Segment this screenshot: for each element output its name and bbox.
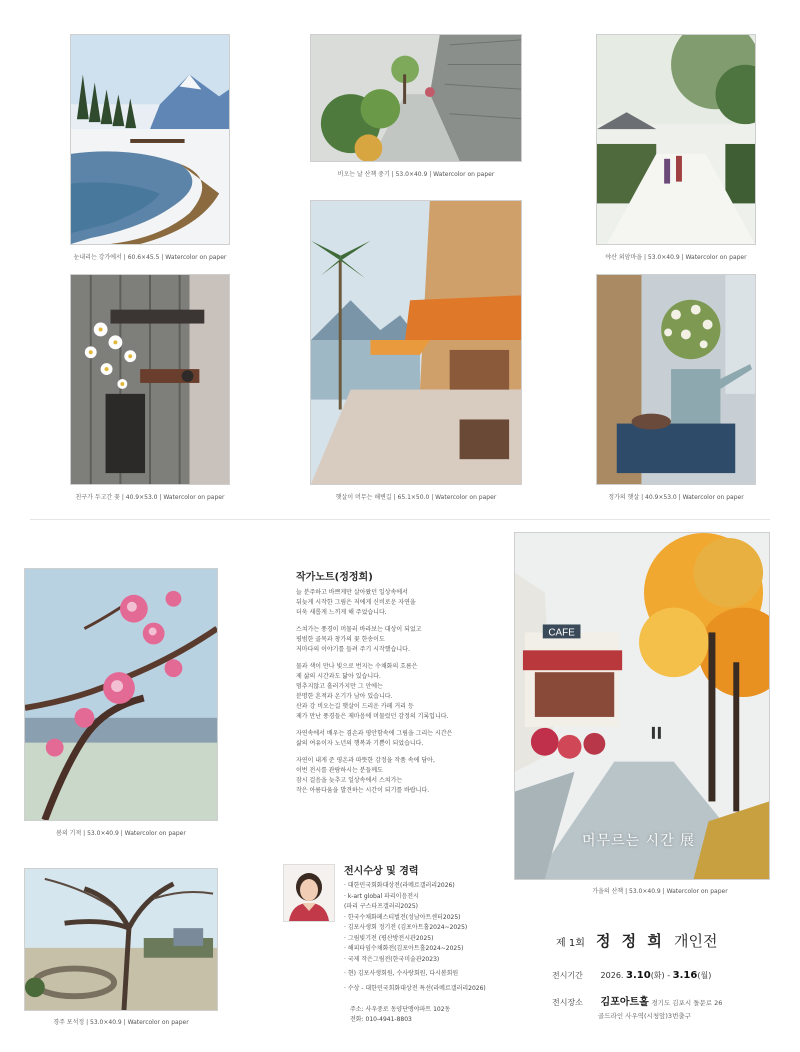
awards-item: · 해피타임수채화전(김포아트홀2024~2025) <box>344 945 464 952</box>
painting-seaside-cafe <box>310 200 522 485</box>
artist-contact: 주소: 사우중로 동양단맹야파트 102동 전화: 010-4941-8803 <box>350 1006 451 1023</box>
painting-caption: 야산 외암마을 | 53.0×40.9 | Watercolor on paper <box>605 254 747 261</box>
awards-item: · 현) 김포사생회원, 수사랑회원, 다시봄회원 <box>344 970 459 977</box>
exhibition-kind: 개인전 <box>673 932 718 950</box>
awards-item: · k-art global 파리이음전시 (파리 구스타프갤러리2025) <box>344 892 419 910</box>
period-start-day: (화) <box>650 971 665 980</box>
venue-address: 경기도 김포시 돌문로 26 <box>651 999 723 1007</box>
featured-painting-autumn-walk <box>514 532 770 880</box>
painting-caption: 눈내리는 강가에서 | 60.6×45.5 | Watercolor on paper <box>73 254 227 261</box>
period-start: 3.10 <box>626 970 651 981</box>
period-year: 2026. <box>600 971 624 980</box>
awards-item: · 수상 - 대한민국회화대상전 특선(라메르갤러리2026) <box>344 984 486 992</box>
painting-watering-can <box>596 274 756 485</box>
period-end: 3.16 <box>672 970 698 981</box>
exhibition-period <box>552 970 711 981</box>
artist-notes-paragraph: 물과 색이 만나 빛으로 번지는 수채화의 흐름은 제 삶의 시간과도 닮아 있습니다. 멈추지않고 흘러가지만 그 안에는 분명한 흔적과 온기가 남아 있습니다. 산과 강 비오는길 햇살이 드리운 카페 거리 등 제가 만난 풍경들은 제마음에 머물렀던 감정의 기록입니다. <box>296 663 449 720</box>
period-separator: - <box>667 971 673 980</box>
artist-notes-paragraph: 자연속에서 배우는 겸손과 평안함속에 그림을 그리는 시간은 삶의 여유이자 노년의 행복과 기쁨이 되었습니다. <box>296 730 453 747</box>
painting-poseokjeong <box>24 868 218 1011</box>
exhibition-venue <box>552 993 722 1008</box>
awards-list <box>344 881 486 994</box>
painting-rainy-walk <box>310 34 522 162</box>
period-label: 전시기간 <box>552 971 583 980</box>
period-end-day: (월) <box>697 971 712 980</box>
artist-notes-paragraph: 자연이 내게 준 평온과 따뜻한 감정을 작품 속에 담아, 이번 전시를 관람하시는 분들께도 잠시 걸음을 늦추고 일상속에서 스쳐가는 작은 아름다움을 발견하는 시간이 되기를 바랍니다. <box>296 757 435 794</box>
awards-title: 전시수상 및 경력 <box>344 866 419 877</box>
venue-name: 김포아트홀 <box>600 997 649 1008</box>
painting-caption: 친구가 두고간 꽃 | 40.9×53.0 | Watercolor on paper <box>75 494 225 501</box>
painting-caption: 경주 포석정 | 53.0×40.9 | Watercolor on paper <box>53 1019 189 1026</box>
painting-peach-blossom <box>24 568 218 821</box>
exhibition-edition: 제 1회 <box>556 938 585 949</box>
artist-notes-paragraph: 스쳐가는 풍경이 머물러 바라보는 대상이 되었고 평범한 골목과 창가의 꽃 한송이도 저마다의 이야기를 들려 주기 시작했습니다. <box>296 626 422 653</box>
artist-name: 정 정 희 <box>595 932 665 950</box>
venue-transit: 골드라인 사우역(시청앞)3번출구 <box>598 1012 691 1020</box>
artist-notes-title: 작가노트(정정희) <box>296 572 373 583</box>
awards-item: · 김포사생회 정기전 (김포아트홀2024~2025) <box>344 924 468 931</box>
exhibition-title <box>556 930 717 951</box>
painting-caption: 가을의 산책 | 53.0×40.9 | Watercolor on paper <box>592 888 728 895</box>
painting-village-path <box>596 34 756 245</box>
awards-item: · 그림빛기전 (평산방전시관2025) <box>344 934 434 942</box>
cafe-sign-text: CAFE <box>548 627 575 639</box>
artist-portrait <box>283 864 335 922</box>
painting-caption: 햇살이 머무는 해변길 | 65.1×50.0 | Watercolor on paper <box>335 494 497 501</box>
artist-notes <box>296 588 506 803</box>
painting-caption: 비오는 날 산책 중기 | 53.0×40.9 | Watercolor on paper <box>337 171 495 178</box>
awards-item: · 한국수채화페스티벌전(성남아트센터2025) <box>344 913 461 921</box>
painting-snowy-river <box>70 34 230 245</box>
venue-label: 전시장소 <box>552 998 583 1007</box>
awards-item: · 국제 작은그림전(한국미술관2023) <box>344 955 440 963</box>
awards-item: · 대한민국회화대상전(라메르갤러리2026) <box>344 882 455 889</box>
painting-daisy-door <box>70 274 230 485</box>
section-divider <box>30 519 770 520</box>
painting-caption: 정가의 햇살 | 40.9×53.0 | Watercolor on paper <box>608 494 744 501</box>
exhibition-overlay-title: 머무르는 시간 展 <box>582 833 696 849</box>
artist-notes-paragraph: 늘 분주하고 바쁘게만 살아왔던 일상속에서 뒤늦게 시작한 그림은 저에게 신비로운 자연을 더욱 새롭게 느끼게 해 주었습니다. <box>296 589 416 616</box>
venue-transit-row <box>598 1011 691 1020</box>
painting-caption: 봄의 기적 | 53.0×40.9 | Watercolor on paper <box>56 830 186 837</box>
